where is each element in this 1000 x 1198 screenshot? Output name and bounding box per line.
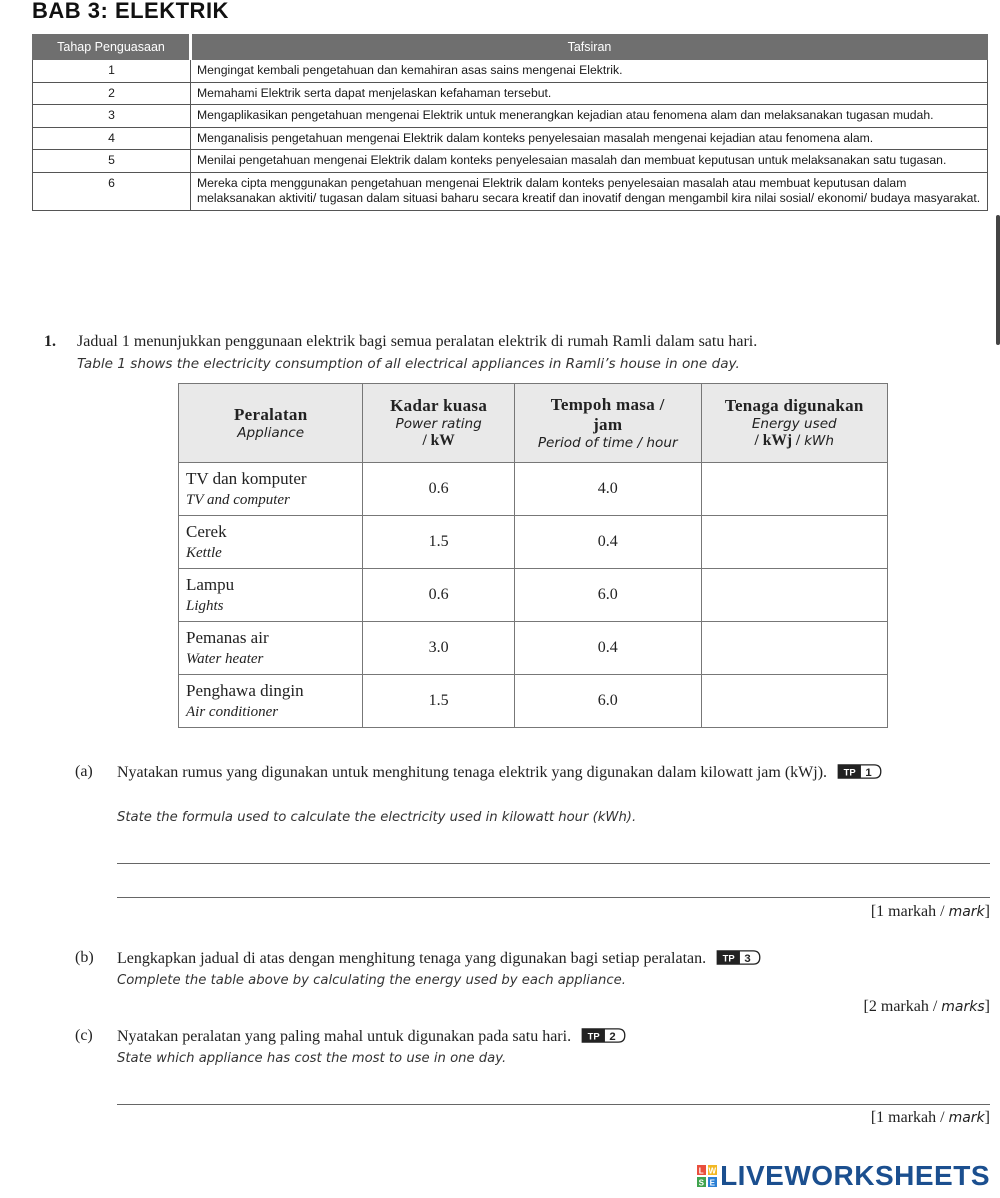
interpretation-cell: Mereka cipta menggunakan pengetahuan mengenai Elektrik dalam konteks penyelesaian masalah atau membuat keputusan dalam melaksanakan aktiviti/ tugasan dalam situasi baharu secara kreatif dan inovatif dengan mengambil kira nilai sosial/ ekonomi/ budaya masyarakat. [191, 172, 988, 210]
header-label: Kadar kuasa [390, 396, 488, 415]
level-cell: 1 [33, 60, 191, 83]
interpretation-cell: Menganalisis pengetahuan mengenai Elektrik dalam konteks penyelesaian masalah mengenai kejadian atau fenomena alam. [191, 127, 988, 150]
tp-level-badge [835, 763, 885, 780]
level-cell: 3 [33, 105, 191, 128]
header-label-english: Period of time / hour [537, 435, 678, 451]
answer-line[interactable] [117, 897, 990, 898]
sub-question-label: (c) [75, 1027, 93, 1044]
time-cell: 0.4 [514, 516, 701, 569]
column-header-power-rating [363, 384, 514, 463]
level-cell: 5 [33, 150, 191, 173]
interpretation-cell: Mengaplikasikan pengetahuan mengenai Elektrik untuk menerangkan kejadian atau fenomena alam dan melaksanakan tugasan mudah. [191, 105, 988, 128]
table-row [179, 569, 888, 622]
column-header-level: Tahap Penguasaan [33, 35, 191, 60]
table-row [33, 82, 988, 105]
tp-level-badge [714, 949, 764, 966]
power-cell: 1.5 [363, 675, 514, 728]
header-label-english: Power rating [395, 416, 482, 432]
level-cell: 4 [33, 127, 191, 150]
svg-text:E: E [709, 1178, 716, 1187]
svg-text:1: 1 [865, 767, 872, 780]
sub-question-text: Lengkapkan jadual di atas dengan menghitung tenaga yang digunakan bagi setiap peralatan. TP 3 [117, 948, 764, 970]
table-row [33, 172, 988, 210]
header-label-english: Energy used [751, 416, 837, 432]
sub-question-label: (a) [75, 763, 93, 780]
sub-question-text-english: Complete the table above by calculating the energy used by each appliance. [117, 973, 626, 988]
header-label: Tempoh masa / jam [550, 395, 665, 434]
svg-text:W: W [708, 1166, 717, 1176]
svg-text:L: L [698, 1166, 705, 1176]
marks-label: [1 markah / mark] [870, 1109, 990, 1126]
marks-label: [2 markah / marks] [863, 998, 990, 1015]
power-cell: 0.6 [363, 569, 514, 622]
time-cell: 6.0 [514, 569, 701, 622]
mastery-level-table [32, 34, 988, 211]
interpretation-cell: Mengingat kembali pengetahuan dan kemahiran asas sains mengenai Elektrik. [191, 60, 988, 83]
energy-answer-cell[interactable] [701, 675, 887, 728]
header-label: Peralatan [233, 405, 308, 424]
time-cell: 4.0 [514, 463, 701, 516]
energy-answer-cell[interactable] [701, 516, 887, 569]
table-row [179, 675, 888, 728]
power-cell: 3.0 [363, 622, 514, 675]
table-row [179, 516, 888, 569]
interpretation-cell: Menilai pengetahuan mengenai Elektrik dalam konteks penyelesaian masalah dan membuat keputusan untuk melaksanakan satu tugasan. [191, 150, 988, 173]
appliance-cell: Cerek Kettle [179, 516, 363, 569]
svg-text:TP: TP [587, 1031, 600, 1043]
table-row [33, 60, 988, 83]
power-cell: 1.5 [363, 516, 514, 569]
brand-name: LIVEWORKSHEETS [720, 1160, 990, 1191]
svg-text:TP: TP [722, 953, 735, 965]
svg-text:2: 2 [609, 1031, 616, 1044]
liveworksheets-logo-icon [697, 1165, 717, 1187]
column-header-appliance [179, 384, 363, 463]
table-row [33, 150, 988, 173]
liveworksheets-logo[interactable] [697, 1160, 990, 1192]
energy-answer-cell[interactable] [701, 622, 887, 675]
table-row [179, 622, 888, 675]
sub-question-text-english: State which appliance has cost the most to use in one day. [117, 1051, 507, 1066]
appliance-cell: Penghawa dingin Air conditioner [179, 675, 363, 728]
answer-line[interactable] [117, 863, 990, 864]
energy-answer-cell[interactable] [701, 569, 887, 622]
appliance-cell: Lampu Lights [179, 569, 363, 622]
header-label: Tenaga digunakan [724, 396, 864, 415]
svg-text:S: S [698, 1178, 705, 1187]
table-row [33, 105, 988, 128]
energy-answer-cell[interactable] [701, 463, 887, 516]
sub-question-text: Nyatakan peralatan yang paling mahal untuk digunakan pada satu hari. TP 2 [117, 1026, 629, 1048]
chapter-title: BAB 3: ELEKTRIK [32, 0, 229, 23]
interpretation-cell: Memahami Elektrik serta dapat menjelaskan kefahaman tersebut. [191, 82, 988, 105]
appliance-cell: TV dan komputer TV and computer [179, 463, 363, 516]
time-cell: 6.0 [514, 675, 701, 728]
answer-line[interactable] [117, 1104, 990, 1105]
question-text-english: Table 1 shows the electricity consumption of all electrical appliances in Ramli’s house in one day. [77, 356, 740, 372]
scrollbar[interactable] [996, 215, 1000, 345]
column-header-energy-used [701, 384, 887, 463]
sub-question-label: (b) [75, 949, 94, 966]
tp-level-badge [579, 1027, 629, 1044]
level-cell: 6 [33, 172, 191, 210]
marks-label: [1 markah / mark] [870, 903, 990, 920]
energy-usage-table [178, 383, 888, 728]
table-row [33, 127, 988, 150]
svg-text:TP: TP [843, 767, 856, 779]
sub-question-text: Nyatakan rumus yang digunakan untuk menghitung tenaga elektrik yang digunakan dalam kilowatt jam (kWj). TP 1 [117, 762, 992, 784]
appliance-cell: Pemanas air Water heater [179, 622, 363, 675]
question-text: Jadual 1 menunjukkan penggunaan elektrik bagi semua peralatan elektrik di rumah Ramli dalam satu hari. [77, 333, 758, 350]
table-row [179, 463, 888, 516]
header-unit: / kW [422, 432, 455, 449]
power-cell: 0.6 [363, 463, 514, 516]
column-header-period [514, 384, 701, 463]
time-cell: 0.4 [514, 622, 701, 675]
svg-text:3: 3 [744, 953, 751, 966]
header-unit: / kWj / kWh [754, 432, 834, 449]
sub-question-text-english: State the formula used to calculate the electricity used in kilowatt hour (kWh). [117, 810, 637, 825]
column-header-interpretation: Tafsiran [191, 35, 988, 60]
question-number: 1. [44, 333, 56, 350]
level-cell: 2 [33, 82, 191, 105]
header-label-english: Appliance [237, 425, 305, 441]
